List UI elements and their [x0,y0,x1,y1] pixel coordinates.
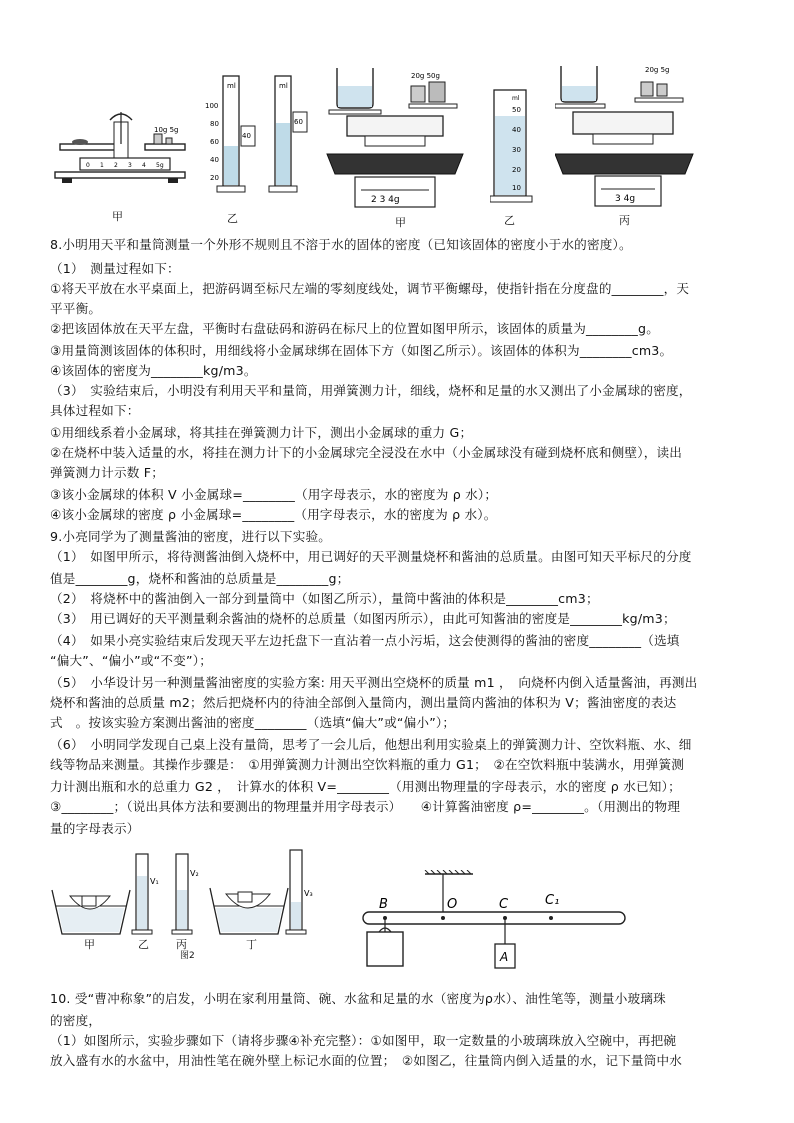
v2-label: V₂ [190,869,199,878]
text-line: （6） 小明同学发现自己桌上没有量筒，思考了一会儿后，他想出利用实验桌上的弹簧测力计、空饮料瓶、水、细 [50,737,692,752]
svg-text:20: 20 [210,174,219,182]
svg-text:40: 40 [512,126,521,134]
dial-label: 3 4g [615,194,636,204]
text-line: ①将天平放在水平桌面上，把游码调至标尺左端的零刻度线处，调节平衡螺母，使指针指在分度盘的________，天 [50,281,690,296]
text-line: （1） 测量过程如下： [50,261,180,276]
cylinder-figure-4 [490,86,540,227]
weights-label: 20g 5g [645,66,670,74]
balance-scale-drawing [50,100,190,210]
text-line: ③________；（说出具体方法和要测出的物理量并用字母表示） ④计算酱油密度 ρ=________。（用测出的物理 [50,799,681,814]
figure-label-ding: 丁 [246,938,257,951]
text-line: “偏大”、“偏小”或“不变”）； [50,653,212,668]
figure-label-bing: 丙 [176,938,187,951]
svg-text:0: 0 [86,162,90,169]
figure-caption: 图2 [180,951,195,961]
v1-label: V₁ [150,877,159,886]
v3-label: V₃ [304,889,313,898]
figure-label: 乙 [504,214,515,227]
text-line: 式 。按该实验方案测出酱油的密度________（选填“偏大”或“偏小”）； [50,715,456,730]
text-line: 具体过程如下： [50,403,140,418]
dial-label: 2 3 4g [371,195,400,205]
text-line: ②在烧杯中装入适量的水，将挂在测力计下的小金属球完全浸没在水中（小金属球没有碰到烧杯底和侧壁），读出 [50,445,683,460]
cylinders-drawing [205,68,315,208]
svg-text:40: 40 [210,156,219,164]
svg-text:5g: 5g [156,162,164,169]
lever-drawing [355,870,630,975]
cylinder-figure-2 [205,68,315,225]
balance-scale-figure-1 [50,100,190,223]
point-c1: C₁ [545,893,560,908]
text-line: 平平衡。 [50,301,102,316]
text-line: 10. 受“曹冲称象”的启发，小明在家利用量筒、碗、水盆和足量的水（密度为ρ水）、油性笔等，测量小玻璃珠 [50,991,666,1006]
point-c: C [499,897,509,912]
balance-drawing [555,60,695,220]
text-line: 值是________g，烧杯和酱油的总质量是________g； [50,571,350,586]
weights-label: 10g 5g [154,126,179,134]
svg-text:30: 30 [512,146,521,154]
cylinder-drawing [490,86,540,216]
svg-text:4: 4 [142,162,146,169]
figure-label: 乙 [227,212,238,225]
text-line: ③该小金属球的体积 V 小金属球=________（用字母表示，水的密度为 ρ 水）； [50,487,498,502]
text-line: （4） 如果小亮实验结束后发现天平左边托盘下一直沾着一点小污垢，这会使测得的酱油的密度________（选填 [50,633,680,648]
svg-text:3: 3 [128,162,132,169]
text-line: 的密度， [50,1013,102,1028]
svg-text:10: 10 [512,184,521,192]
text-line: 放入盛有水的水盆中，用油性笔在碗外壁上标记水面的位置； ②如图乙，往量筒内倒入适量的水，记下量筒中水 [50,1053,683,1068]
text-line: 8.小明用天平和量筒测量一个外形不规则且不溶于水的固体的密度（已知该固体的密度小于水的密度）。 [50,237,632,252]
lever-figure [355,870,630,975]
text-line: （5） 小华设计另一种测量酱油密度的实验方案: 用天平测出空烧杯的质量 m1 ， 向烧杯内倒入适量酱油，再测出 [50,675,698,690]
svg-text:60: 60 [210,138,219,146]
svg-text:80: 80 [210,120,219,128]
text-line: ④该小金属球的密度 ρ 小金属球=________（用字母表示，水的密度为 ρ 水）。 [50,507,497,522]
figure-label-yi: 乙 [138,938,149,951]
svg-text:ml: ml [279,82,288,90]
text-line: 烧杯和酱油的总质量 m2；然后把烧杯内的待油全部倒入量筒内，测出量筒内酱油的体积为 V；酱油密度的表达 [50,695,677,710]
text-line: （2） 将烧杯中的酱油倒入一部分到量筒中（如图乙所示），量筒中酱油的体积是________cm3； [50,591,599,606]
figure-label: 丙 [619,214,630,227]
point-b: B [379,897,388,912]
text-line: 线等物品来测量。其操作步骤是： ①用弹簧测力计测出空饮料瓶的重力 G1； ②在空饮料瓶中装满水，用弹簧测 [50,757,685,772]
balance-figure-3 [325,62,465,229]
unit-label: ml [227,82,236,90]
text-line: 量的字母表示） [50,821,140,836]
text-line: ③用量筒测该固体的体积时，用细线将小金属球绑在固体下方（如图乙所示）。该固体的体积为________cm3。 [50,343,673,358]
weights-label: 20g 50g [411,72,440,80]
figure-label: 甲 [395,216,406,229]
figure-label-jia: 甲 [84,938,95,951]
mark-40: 40 [242,132,251,140]
figure-label: 甲 [112,210,123,223]
text-line: 力计测出瓶和水的总重力 G2 ， 计算水的体积 V=________（用测出物理量的字母表示，水的密度 ρ 水已知）； [50,779,681,794]
svg-text:20: 20 [512,166,521,174]
text-line: ①用细线系着小金属球，将其挂在弹簧测力计下，测出小金属球的重力 G； [50,425,473,440]
text-line: 弹簧测力计示数 F； [50,465,164,480]
text-line: 9.小亮同学为了测量酱油的密度，进行以下实验。 [50,529,332,544]
bowl-cylinder-figure [50,848,320,963]
text-line: （1）如图所示，实验步骤如下（请将步骤④补充完整）：①如图甲，取一定数量的小玻璃珠放入空碗中，再把碗 [50,1033,677,1048]
text-line: （1） 如图甲所示，将待测酱油倒入烧杯中，用已调好的天平测量烧杯和酱油的总质量。由图可知天平标尺的分度 [50,549,692,564]
svg-text:2: 2 [114,162,118,169]
svg-text:1: 1 [100,162,104,169]
svg-text:50: 50 [512,106,521,114]
text-line: （3） 实验结束后，小明没有利用天平和量筒，用弹簧测力计，细线，烧杯和足量的水又测出了小金属球的密度， [50,383,692,398]
balance-drawing [325,62,465,217]
text-line: ④该固体的密度为________kg/m3。 [50,363,257,378]
block-a: A [500,950,509,964]
svg-text:100: 100 [205,102,219,110]
text-line: （3） 用已调好的天平测量剩余酱油的烧杯的总质量（如图丙所示），由此可知酱油的密度是________kg/m3； [50,611,676,626]
mark-60: 60 [294,118,303,126]
point-o: O [447,897,458,912]
balance-figure-5 [555,60,695,227]
unit-label: ml [512,95,520,102]
text-line: ②把该固体放在天平左盘，平衡时右盘砝码和游码在标尺上的位置如图甲所示，该固体的质量为________g。 [50,321,659,336]
